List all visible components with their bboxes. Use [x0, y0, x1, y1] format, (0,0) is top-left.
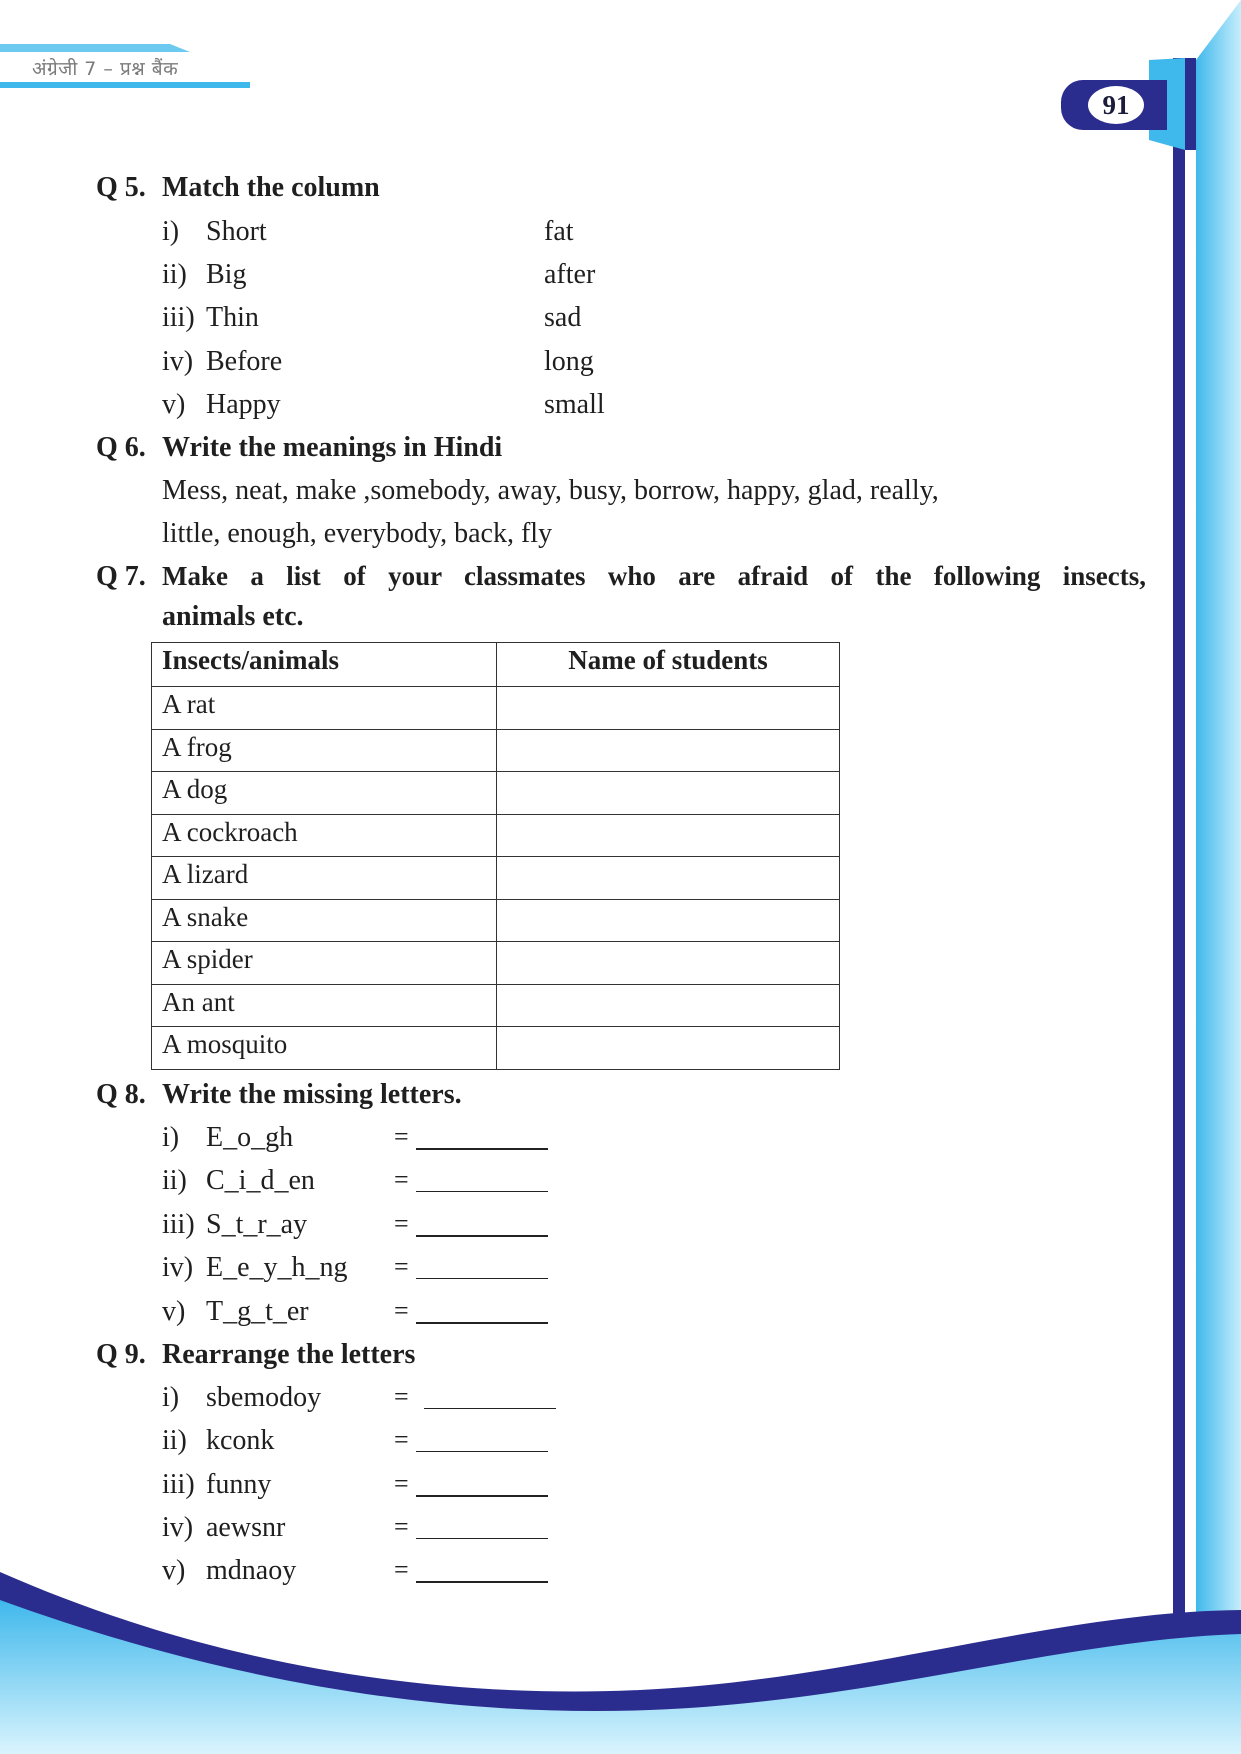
q9-word: mdnaoy	[206, 1555, 297, 1586]
equals-sign: =	[394, 1122, 409, 1151]
q9-heading	[96, 1339, 415, 1371]
equals-sign: =	[394, 1165, 409, 1194]
answer-blank[interactable]	[416, 1322, 548, 1324]
q8-word: C_i_d_en	[206, 1165, 315, 1196]
q7-table	[151, 642, 840, 1070]
q8-word: S_t_r_ay	[206, 1209, 308, 1240]
answer-blank[interactable]	[416, 1451, 548, 1452]
q9-word: funny	[206, 1469, 272, 1500]
table-row	[152, 729, 840, 772]
animal-cell: A dog	[152, 772, 497, 815]
q9-word: aewsnr	[206, 1512, 286, 1543]
q9-roman: iii)	[162, 1469, 195, 1500]
column-header-students: Name of students	[497, 643, 840, 687]
answer-blank[interactable]	[416, 1538, 548, 1539]
q5-roman: iii)	[162, 302, 195, 333]
answer-blank[interactable]	[416, 1191, 548, 1192]
bottom-wave-decoration	[0, 1560, 1241, 1754]
equals-sign: =	[394, 1252, 409, 1281]
q9-roman: iv)	[162, 1512, 194, 1543]
student-name-cell[interactable]	[497, 1027, 840, 1070]
equals-sign: =	[394, 1555, 409, 1584]
q9-word: sbemodoy	[206, 1382, 322, 1413]
q5-roman: i)	[162, 216, 180, 247]
q5-match: after	[544, 259, 596, 290]
q5-word: Before	[206, 346, 283, 377]
q5-roman: iv)	[162, 346, 194, 377]
table-row	[152, 814, 840, 857]
right-side-decoration	[1131, 0, 1241, 1754]
q6-number: Q 6.	[96, 432, 146, 463]
q8-roman: i)	[162, 1122, 180, 1153]
answer-blank[interactable]	[416, 1581, 548, 1583]
student-name-cell[interactable]	[497, 729, 840, 772]
q5-roman: ii)	[162, 259, 187, 290]
q9-roman: v)	[162, 1555, 186, 1586]
animal-cell: A snake	[152, 899, 497, 942]
animal-cell: A lizard	[152, 857, 497, 900]
answer-blank[interactable]	[416, 1495, 548, 1497]
animal-cell: An ant	[152, 984, 497, 1027]
q8-word: E_o_gh	[206, 1122, 294, 1153]
q5-word: Big	[206, 259, 247, 290]
q9-word: kconk	[206, 1425, 275, 1456]
answer-blank[interactable]	[416, 1148, 548, 1150]
q6-word-list-line-2: little, enough, everybody, back, fly	[162, 518, 553, 549]
student-name-cell[interactable]	[497, 772, 840, 815]
q5-title: Match the column	[162, 172, 380, 203]
q8-roman: iii)	[162, 1209, 195, 1240]
page-number: 91	[1088, 86, 1144, 124]
table-row	[152, 772, 840, 815]
q8-roman: iv)	[162, 1252, 194, 1283]
student-name-cell[interactable]	[497, 984, 840, 1027]
column-header-insects: Insects/animals	[152, 643, 497, 687]
table-row	[152, 1027, 840, 1070]
q9-number: Q 9.	[96, 1339, 146, 1370]
q5-roman: v)	[162, 389, 186, 420]
q9-roman: ii)	[162, 1425, 187, 1456]
q7-heading	[96, 561, 1146, 593]
q8-title: Write the missing letters.	[162, 1079, 462, 1110]
q5-match: fat	[544, 216, 574, 247]
animal-cell: A cockroach	[152, 814, 497, 857]
student-name-cell[interactable]	[497, 942, 840, 985]
table-row	[152, 899, 840, 942]
equals-sign: =	[394, 1425, 409, 1454]
table-row	[152, 687, 840, 730]
equals-sign: =	[394, 1209, 409, 1238]
q8-word: E_e_y_h_ng	[206, 1252, 348, 1283]
q5-match: sad	[544, 302, 582, 333]
q5-match: small	[544, 389, 605, 420]
animal-cell: A mosquito	[152, 1027, 497, 1070]
equals-sign: =	[394, 1296, 409, 1325]
equals-sign: =	[394, 1382, 409, 1411]
animal-cell: A frog	[152, 729, 497, 772]
q7-title-line-1: Make a list of your classmates who are afraid of the following insects,	[162, 561, 1146, 591]
table-row	[152, 857, 840, 900]
table-header-row	[152, 643, 840, 687]
q5-word: Happy	[206, 389, 281, 420]
student-name-cell[interactable]	[497, 857, 840, 900]
q8-number: Q 8.	[96, 1079, 146, 1110]
student-name-cell[interactable]	[497, 687, 840, 730]
q8-roman: v)	[162, 1296, 186, 1327]
equals-sign: =	[394, 1512, 409, 1541]
q8-word: T_g_t_er	[206, 1296, 309, 1327]
q5-word: Thin	[206, 302, 259, 333]
q5-match: long	[544, 346, 594, 377]
q5-heading	[96, 172, 380, 204]
q8-heading	[96, 1079, 462, 1111]
table-row	[152, 942, 840, 985]
q7-title-line-2: animals etc.	[162, 601, 304, 632]
table-row	[152, 984, 840, 1027]
q9-title: Rearrange the letters	[162, 1339, 416, 1370]
answer-blank[interactable]	[416, 1278, 548, 1279]
animal-cell: A rat	[152, 687, 497, 730]
answer-blank[interactable]	[416, 1235, 548, 1237]
q6-title: Write the meanings in Hindi	[162, 432, 503, 463]
equals-sign: =	[394, 1469, 409, 1498]
answer-blank[interactable]	[424, 1408, 556, 1409]
q5-number: Q 5.	[96, 172, 146, 203]
student-name-cell[interactable]	[497, 814, 840, 857]
q7-number: Q 7.	[96, 561, 146, 592]
student-name-cell[interactable]	[497, 899, 840, 942]
animal-cell: A spider	[152, 942, 497, 985]
q6-word-list-line-1: Mess, neat, make ,somebody, away, busy, borrow, happy, glad, really,	[162, 475, 939, 506]
q9-roman: i)	[162, 1382, 180, 1413]
q6-heading	[96, 432, 502, 464]
q5-word: Short	[206, 216, 267, 247]
q8-roman: ii)	[162, 1165, 187, 1196]
book-title: अंग्रेजी 7 – प्रश्न बैंक	[32, 58, 179, 80]
